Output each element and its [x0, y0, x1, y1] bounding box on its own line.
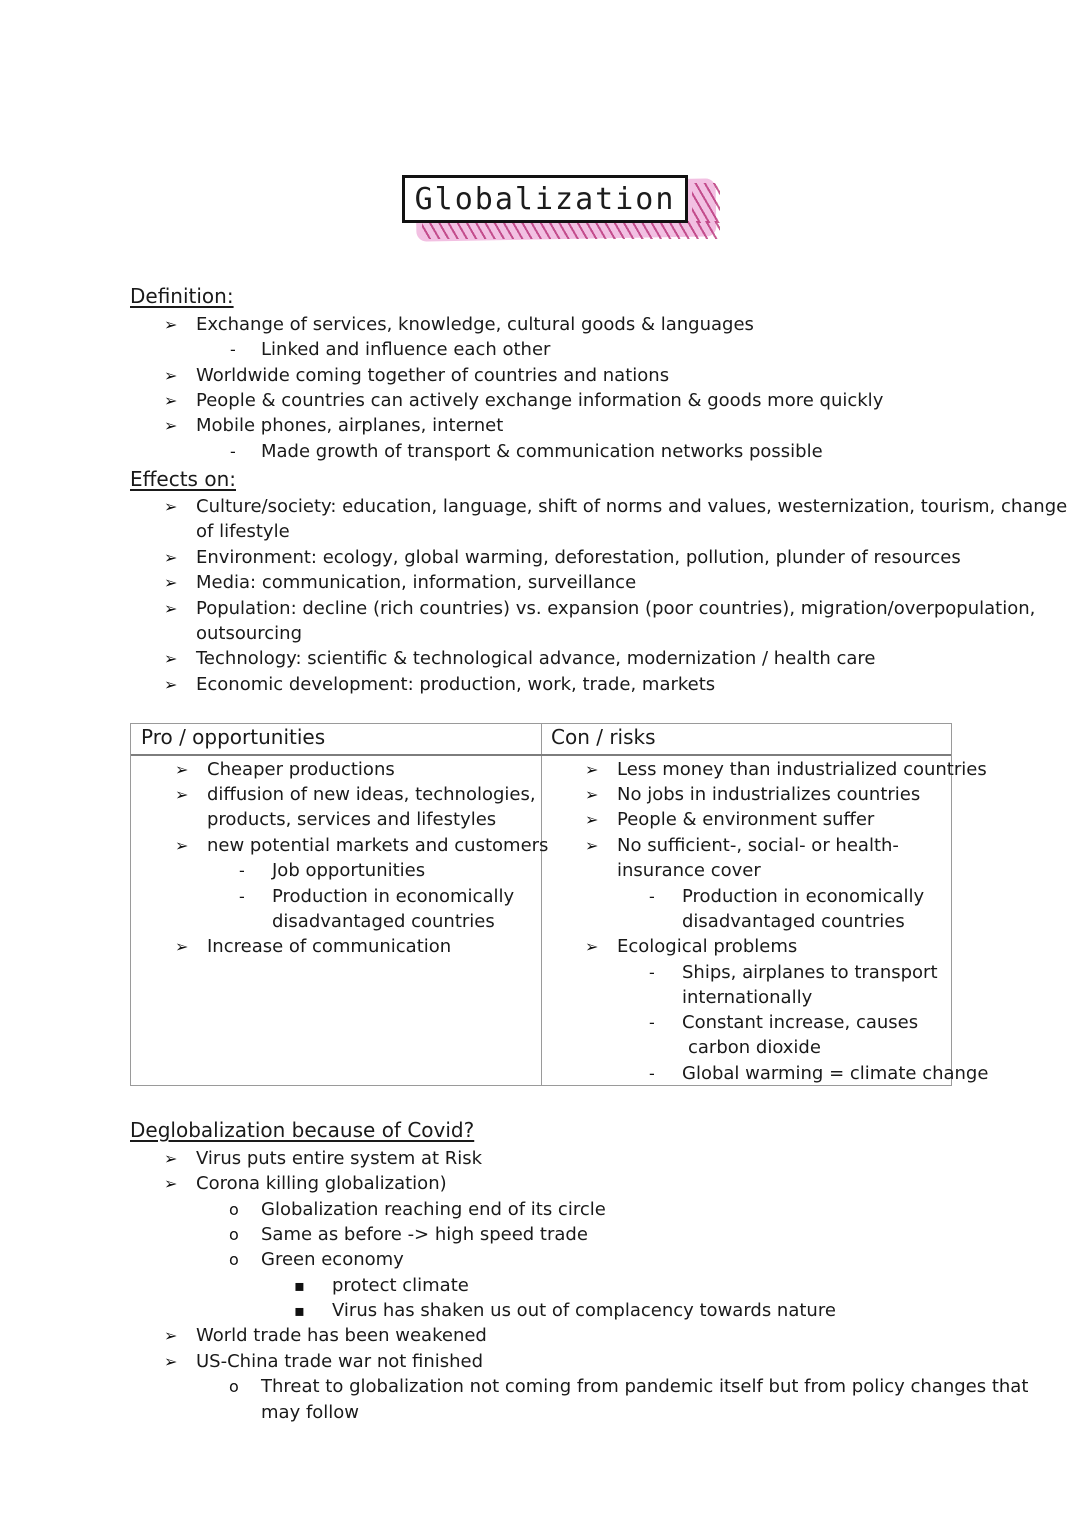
deglobalization-line: Corona killing globalization) [196, 1173, 447, 1194]
definition-line: Exchange of services, knowledge, cultural goods & languages [196, 314, 754, 335]
con-item: Ships, airplanes to transport [682, 962, 938, 983]
arrow-bullet-icon: ➢ [175, 937, 189, 956]
arrow-bullet-icon: ➢ [164, 573, 178, 592]
con-item: Ecological problems [617, 936, 798, 957]
con-item: internationally [682, 987, 813, 1008]
arrow-bullet-icon: ➢ [164, 1149, 178, 1168]
effects-line: Economic development: production, work, trade, markets [196, 674, 716, 695]
deglobalization-line: Virus puts entire system at Risk [196, 1148, 483, 1169]
arrow-bullet-icon: ➢ [585, 836, 599, 855]
pro-item: diffusion of new ideas, technologies, [207, 784, 536, 805]
pro-item: Production in economically [272, 886, 515, 907]
con-item: carbon dioxide [688, 1037, 821, 1058]
con-item: No jobs in industrializes countries [617, 784, 921, 805]
con-item: Global warming = climate change [682, 1063, 989, 1084]
circle-bullet-icon: o [229, 1250, 239, 1269]
arrow-bullet-icon: ➢ [164, 391, 178, 410]
dash-bullet-icon: - [239, 861, 245, 880]
pro-item: products, services and lifestyles [207, 809, 497, 830]
arrow-bullet-icon: ➢ [175, 760, 189, 779]
pro-item: Job opportunities [272, 860, 426, 881]
definition-line: People & countries can actively exchange information & goods more quickly [196, 390, 884, 411]
deglobalization-line: Green economy [261, 1249, 404, 1270]
con-item: disadvantaged countries [682, 911, 905, 932]
effects-line: Environment: ecology, global warming, deforestation, pollution, plunder of resources [196, 547, 961, 568]
con-item: Less money than industrialized countries [617, 759, 987, 780]
arrow-bullet-icon: ➢ [164, 1326, 178, 1345]
effects-line: Technology: scientific & technological advance, modernization / health care [196, 648, 876, 669]
dash-bullet-icon: - [649, 1064, 655, 1083]
definition-line: Mobile phones, airplanes, internet [196, 415, 504, 436]
dash-bullet-icon: - [239, 887, 245, 906]
arrow-bullet-icon: ➢ [175, 836, 189, 855]
table-header-rule [131, 754, 951, 756]
effects-line: of lifestyle [196, 521, 290, 542]
arrow-bullet-icon: ➢ [164, 497, 178, 516]
con-item: Production in economically [682, 886, 925, 907]
square-bullet-icon: ▪ [294, 1301, 305, 1320]
arrow-bullet-icon: ➢ [585, 937, 599, 956]
dash-bullet-icon: - [649, 887, 655, 906]
circle-bullet-icon: o [229, 1225, 239, 1244]
dash-bullet-icon: - [230, 340, 236, 359]
con-item: No sufficient-, social- or health- [617, 835, 899, 856]
pro-item: disadvantaged countries [272, 911, 495, 932]
deglobalization-line: Globalization reaching end of its circle [261, 1199, 606, 1220]
deglobalization-line: World trade has been weakened [196, 1325, 487, 1346]
arrow-bullet-icon: ➢ [164, 1174, 178, 1193]
pro-item: new potential markets and customers [207, 835, 549, 856]
title-hatch [422, 221, 720, 239]
table-divider [541, 724, 542, 1085]
effects-line: Culture/society: education, language, shift of norms and values, westernization, tourism, change [196, 496, 1068, 517]
con-item: Constant increase, causes [682, 1012, 919, 1033]
definition-line: Made growth of transport & communication networks possible [261, 441, 823, 462]
circle-bullet-icon: o [229, 1377, 239, 1396]
title-box [402, 175, 688, 223]
arrow-bullet-icon: ➢ [164, 315, 178, 334]
deglobalization-line: US-China trade war not finished [196, 1351, 484, 1372]
deglobalization-line: may follow [261, 1402, 360, 1423]
arrow-bullet-icon: ➢ [164, 599, 178, 618]
deglobalization-line: Threat to globalization not coming from pandemic itself but from policy changes that [261, 1376, 1029, 1397]
title-block [402, 175, 722, 245]
pro-heading: Pro / opportunities [141, 725, 326, 749]
con-heading: Con / risks [551, 725, 656, 749]
arrow-bullet-icon: ➢ [585, 810, 599, 829]
effects-line: outsourcing [196, 623, 303, 644]
circle-bullet-icon: o [229, 1200, 239, 1219]
dash-bullet-icon: - [230, 442, 236, 461]
arrow-bullet-icon: ➢ [164, 1352, 178, 1371]
con-item: insurance cover [617, 860, 761, 881]
definition-line: Worldwide coming together of countries and nations [196, 365, 670, 386]
effects-heading: Effects on: [130, 467, 236, 491]
deglobalization-line: Same as before -> high speed trade [261, 1224, 588, 1245]
square-bullet-icon: ▪ [294, 1276, 305, 1295]
arrow-bullet-icon: ➢ [585, 760, 599, 779]
title-hatch-side [692, 183, 720, 223]
page-title: Globalization [414, 181, 676, 217]
pro-item: Cheaper productions [207, 759, 395, 780]
effects-line: Media: communication, information, surveillance [196, 572, 637, 593]
deglobalization-line: protect climate [332, 1275, 469, 1296]
pro-con-table [130, 723, 989, 1086]
dash-bullet-icon: - [649, 1013, 655, 1032]
pro-item: Increase of communication [207, 936, 452, 957]
arrow-bullet-icon: ➢ [585, 785, 599, 804]
definition-line: Linked and influence each other [261, 339, 551, 360]
arrow-bullet-icon: ➢ [164, 649, 178, 668]
arrow-bullet-icon: ➢ [164, 548, 178, 567]
deglobalization-heading: Deglobalization because of Covid? [130, 1118, 475, 1142]
arrow-bullet-icon: ➢ [175, 785, 189, 804]
deglobalization-line: Virus has shaken us out of complacency towards nature [332, 1300, 836, 1321]
dash-bullet-icon: - [649, 963, 655, 982]
effects-line: Population: decline (rich countries) vs. expansion (poor countries), migration/overpopulation, [196, 598, 1036, 619]
arrow-bullet-icon: ➢ [164, 416, 178, 435]
con-item: People & environment suffer [617, 809, 875, 830]
arrow-bullet-icon: ➢ [164, 675, 178, 694]
definition-heading: Definition: [130, 284, 234, 308]
arrow-bullet-icon: ➢ [164, 366, 178, 385]
